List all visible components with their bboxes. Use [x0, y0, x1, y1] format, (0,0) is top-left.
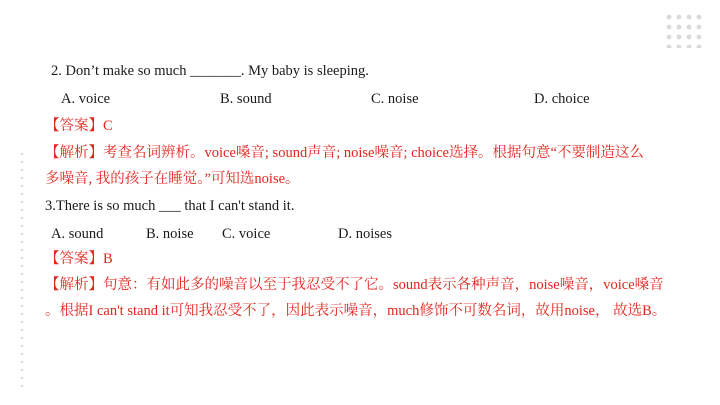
- question-2-stem: 2. Don’t make so much _______. My baby is sleeping.: [51, 63, 369, 79]
- question-3-option-c: C. voice: [222, 226, 271, 242]
- question-2-option-c: C. noise: [371, 91, 419, 107]
- question-3-stem: 3.There is so much ___ that I can't stand it.: [45, 198, 295, 214]
- dot-grid-icon: [664, 12, 704, 48]
- question-2-analysis-line-2: 多噪音, 我的孩子在睡觉。”可知选noise。: [45, 171, 300, 187]
- question-2-options: [0, 90, 720, 108]
- question-3-option-d: D. noises: [338, 226, 392, 242]
- question-2-option-a: A. voice: [61, 91, 111, 107]
- question-3-analysis-line-1: 【解析】句意：有如此多的噪音以至于我忍受不了它。sound表示各种声音，noise噪音，voice嗓音: [45, 277, 664, 293]
- question-3-answer: 【答案】B: [45, 251, 113, 267]
- question-3-option-b: B. noise: [146, 226, 194, 242]
- question-3-option-a: A. sound: [51, 226, 104, 242]
- question-2-option-b: B. sound: [220, 91, 272, 107]
- question-3-analysis-line-2: 。根据I can't stand it可知我忍受不了，因此表示噪音，much修饰不可数名词，故用noise， 故选B。: [45, 303, 667, 319]
- question-3-options: [0, 225, 720, 243]
- question-2-analysis-line-1: 【解析】考查名词辨析。voice嗓音; sound声音; noise噪音; choice选择。根据句意“不要制造这么: [45, 145, 644, 161]
- question-2-answer: 【答案】C: [45, 118, 113, 134]
- question-2-option-d: D. choice: [534, 91, 590, 107]
- dotted-line-decoration: [20, 150, 24, 390]
